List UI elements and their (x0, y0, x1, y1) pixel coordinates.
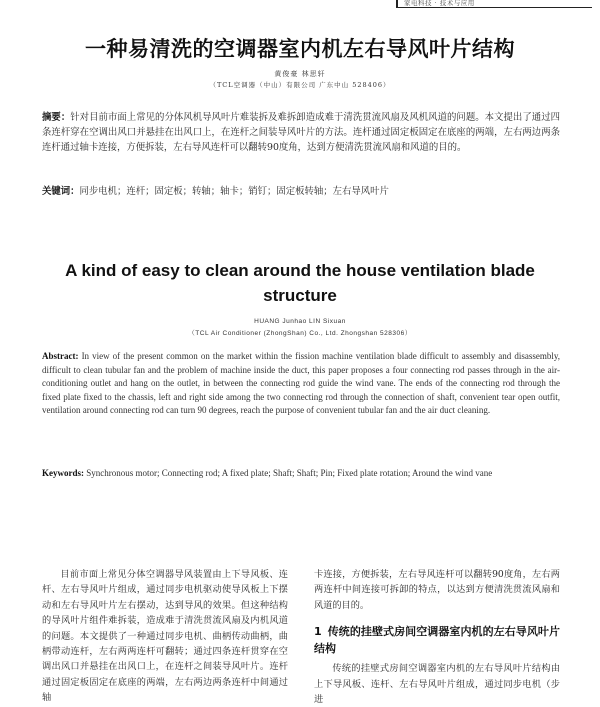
chinese-affiliation: （TCL空调器（中山）有限公司 广东中山 528406） (209, 81, 391, 89)
chinese-title: 一种易清洗的空调器室内机左右导风叶片结构 (85, 37, 515, 61)
chinese-abstract-text: 针对目前市面上常见的分体风机导风叶片难装拆及难拆卸造成难于清洗贯流风扇及风机风道的问题。本文提出了通过四条连杆穿在空调出风口并悬挂在出风口上，在连杆之间装导风叶片的方法。连杆通过固定板固定在底座的两端，左右两边两条连杆通过轴卡连接，方便拆装，左右导风连杆可以翻转90度角，达到方便清洗贯流风扇和风道的目的。 (42, 112, 560, 154)
header-rule (398, 7, 592, 8)
chinese-abstract (42, 110, 560, 156)
section-title: 传统的挂壁式房间空调器室内机的左右导风叶片结构 (314, 625, 560, 656)
english-keywords-text: Synchronous motor; Connecting rod; A fixed plate; Shaft; Shaft; Pin; Fixed plate rotation; Around the wind vane (86, 468, 493, 478)
english-authors: HUANG Junhao LIN Sixuan (254, 318, 346, 325)
section-heading (314, 623, 560, 657)
running-header-text: 家电科技 · 技术与应用 (404, 0, 475, 7)
section-paragraph: 传统的挂壁式房间空调器室内机的左右导风叶片结构由上下导风板、连杆、左右导风叶片组成，通过同步电机（步进 (314, 663, 560, 706)
english-abstract (42, 350, 560, 418)
chinese-abstract-label: 摘要： (42, 112, 71, 123)
english-keywords (42, 467, 560, 481)
body-intro-continuation: 卡连接，方便拆装，左右导风连杆可以翻转90度角，左右两两连杆中间连接可拆卸的特点，以达到方便清洗贯流风扇和风道的目的。 (314, 569, 560, 611)
english-keywords-label: Keywords: (42, 468, 84, 478)
english-abstract-text: In view of the present common on the market within the fission machine ventilation blade difficult to assembly and disassembly, difficult to clean tubular fan and the problem of machine inside the duct, this paper proposes a four connecting rod passes through in the air-conditioning outlet and hang on the outlet, in between the connecting rod guide the wind vane. The ends of the connecting rod through the fixed plate fixed to the chassis, left and right side among the two connecting rod through the connection of shaft, convenient tear open outfit, ventilation around connecting rod can turn 90 degrees, reach the purpose of convenient tubular fan and the air duct cleaning. (42, 351, 560, 416)
english-abstract-label: Abstract: (42, 351, 79, 361)
chinese-keywords-label: 关键词： (42, 186, 80, 197)
body-intro-paragraph: 目前市面上常见分体空调器导风装置由上下导风板、连杆、左右导风叶片组成，通过同步电机驱动使导风板上下摆动和左右导风叶片左右摆动，达到导风的效果。但这种结构的导风叶片组件难拆装，造成难于清洗贯流风扇及内机风道的问题。本文提供了一种通过同步电机、曲柄传动曲柄，曲柄带动连杆，左右两两连杆可翻转；通过四条连杆贯穿在空调出风口并悬挂在出风口上，在连杆之间装导风叶片。连杆通过固定板固定在底座的两端，左右两边两条连杆中间通过轴 (42, 569, 288, 704)
english-affiliation: （TCL Air Conditioner (ZhongShan) Co., Ltd. Zhongshan 528306） (188, 330, 412, 337)
english-title: A kind of easy to clean around the house ventilation blade structure (65, 261, 535, 305)
body-right-column (314, 567, 560, 707)
chinese-keywords-text: 同步电机；连杆；固定板；转轴；轴卡；销钉；固定板转轴；左右导风叶片 (79, 186, 389, 197)
chinese-authors: 黄俊豪 林思轩 (274, 70, 326, 78)
running-header (0, 0, 600, 9)
chinese-keywords (42, 184, 560, 199)
body-left-column (42, 567, 288, 706)
section-number: 1 (314, 625, 322, 639)
